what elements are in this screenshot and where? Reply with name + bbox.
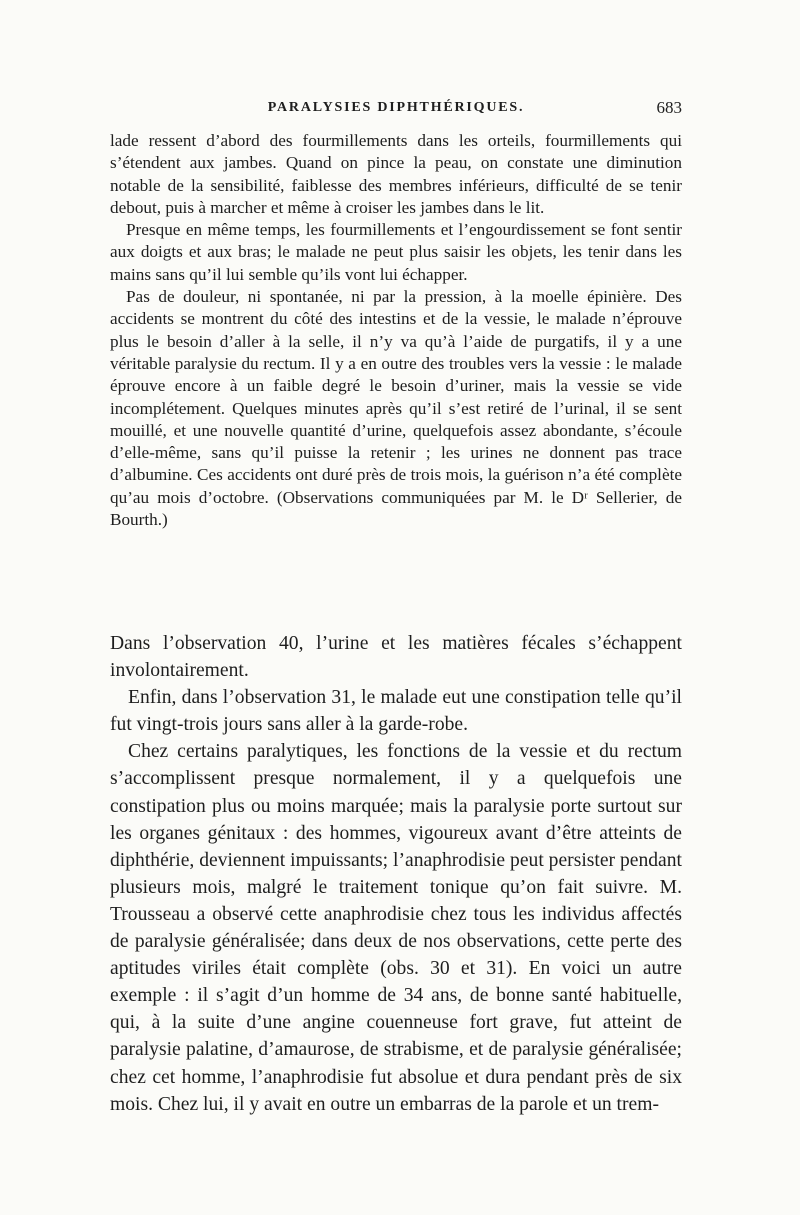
main-paragraph: Chez certains paralytiques, les fonctions de la vessie et du rectum s’accomplissent presque normalement, il y a quelquefois une constipation plus ou moins marquée; mais la paralysie porte surtout sur les organes génitaux : des hommes, vigoureux avant d’être atteints de diphthérie, deviennent impuissants; l’anaphrodisie peut persister pendant plusieurs mois, malgré le traitement tonique qu’on fait suivre. M. Trousseau a observé cette anaphrodisie chez tous les individus affectés de paralysie généralisée; dans deux de nos observations, cette perte des aptitudes viriles était complète (obs. 30 et 31). En voici un autre exemple : il s’agit d’un homme de 34 ans, de bonne santé habituelle, qui, à la suite d’une angine couenneuse fort grave, fut atteint de paralysie palatine, d’amaurose, de strabisme, et de paralysie généralisée; chez cet homme, l’anaphrodisie fut absolue et dura pendant près de six mois. Chez lui, il y avait en outre un embarras de la parole et un trem- bbox=[110, 741, 682, 1115]
observation-paragraph: lade ressent d’abord des fourmillements dans les orteils, fourmillements qui s’étendent aux jambes. Quand on pince la peau, on constate une diminution notable de la sensibilité, faiblesse des membres inférieurs, difficulté de se tenir debout, puis à marcher et même à croiser les jambes dans le lit. bbox=[110, 131, 682, 217]
observation-paragraph: Presque en même temps, les fourmillements et l’engourdissement se font sentir aux doigts et aux bras; le malade ne peut plus saisir les objets, les tenir dans les mains sans qu’il lui semble qu’ils vont lui échapper. bbox=[110, 220, 682, 284]
main-paragraph: Enfin, dans l’observation 31, le malade eut une constipation telle qu’il fut vingt-trois jours sans aller à la garde-robe. bbox=[110, 687, 682, 736]
observation-paragraph: Pas de douleur, ni spontanée, ni par la pression, à la moelle épinière. Des accidents se montrent du côté des intestins et de la vessie, le malade n’éprouve plus le besoin d’aller à la selle, il n’y va qu’à l’aide de purgatifs, il y a une véritable paralysie du rectum. Il y a en outre des troubles vers la vessie : le malade éprouve encore à un faible degré le besoin d’uriner, mais la vessie se vide incomplétement. Quelques minutes après qu’il s’est retiré de l’urinal, il se sent mouillé, et une nouvelle quantité d’urine, quelquefois assez abondante, s’écoule d’elle-même, sans qu’il puisse la retenir ; les urines ne donnent pas trace d’albumine. Ces accidents ont duré près de trois mois, la guérison n’a été complète qu’au mois d’octobre. (Observations communiquées par M. le Dʳ Sellerier, de Bourth.) bbox=[110, 287, 682, 530]
main-paragraph: Dans l’observation 40, l’urine et les matières fécales s’échappent involontairement. bbox=[110, 633, 682, 682]
observation-text bbox=[110, 130, 682, 531]
page-header bbox=[110, 98, 682, 122]
main-text bbox=[110, 630, 682, 1118]
running-head: PARALYSIES DIPHTHÉRIQUES. bbox=[267, 100, 525, 115]
page-number: 683 bbox=[656, 98, 682, 117]
